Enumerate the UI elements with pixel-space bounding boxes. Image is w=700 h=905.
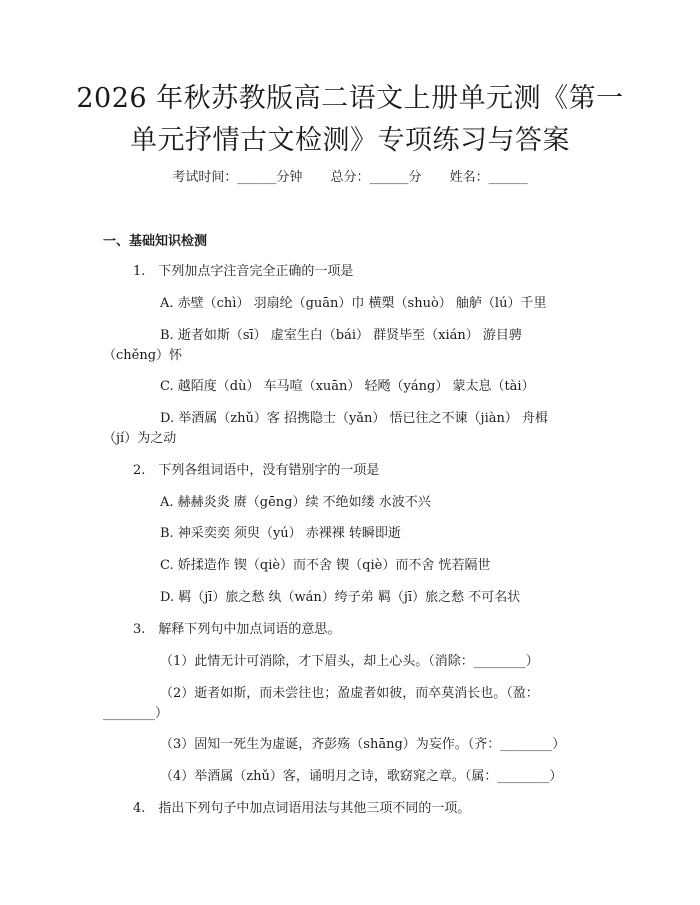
question-1-option-c: C. 越陌度（dù） 车马喧（xuān） 轻飏（yáng） 蒙太息（tài） — [160, 379, 535, 394]
title-line-2: 单元抒情古文检测》专项练习与答案 — [130, 125, 570, 156]
question-3-item-1: （1）此情无计可消除，才下眉头，却上心头。（消除：________） — [160, 654, 539, 669]
question-2-option-c: C. 娇揉造作 锲（qiè）而不舍 锲（qiè）而不舍 恍若隔世 — [160, 558, 491, 573]
section-heading: 一、基础知识检测 — [103, 234, 208, 249]
question-2-option-a: A. 赫赫炎炎 赓（gēng）续 不绝如缕 水波不兴 — [160, 495, 431, 510]
exam-time: 考试时间：______分钟 — [172, 170, 303, 185]
question-3-stem: 3. 解释下列句中加点词语的意思。 — [133, 622, 341, 637]
question-2-option-d: D. 羁（jī）旅之愁 纨（wán）绔子弟 羁（jī）旅之愁 不可名状 — [160, 590, 521, 605]
question-1-option-b-cont: （chěng）怀 — [103, 348, 183, 363]
exam-name: 姓名：______ — [449, 170, 528, 185]
question-2-option-b: B. 神采奕奕 须臾（yú） 赤裸裸 转瞬即逝 — [160, 526, 401, 541]
question-1-option-d-cont: （jí）为之动 — [103, 431, 177, 446]
question-1-option-b: B. 逝者如斯（sī） 虚室生白（bái） 群贤毕至（xián） 游目骋 — [160, 328, 522, 343]
question-1-stem: 1. 下列加点字注音完全正确的一项是 — [133, 264, 354, 279]
exam-score: 总分：______分 — [330, 170, 422, 185]
question-1-option-d: D. 举酒属（zhǔ）客 招携隐士（yǎn） 悟已往之不谏（jiàn） 舟楫 — [160, 411, 548, 426]
exam-info — [0, 168, 700, 188]
question-1-option-a: A. 赤壁（chì） 羽扇纶（guān）巾 横槊（shuò） 舳舻（lú）千里 — [160, 296, 547, 311]
question-3-item-2: （2）逝者如斯，而未尝往也；盈虚者如彼，而卒莫消长也。（盈： — [160, 686, 539, 701]
question-4-stem: 4. 指出下列句子中加点词语用法与其他三项不同的一项。 — [133, 801, 471, 816]
question-3-item-2-cont: ________） — [103, 706, 169, 721]
page-title — [0, 78, 700, 162]
question-2-stem: 2. 下列各组词语中，没有错别字的一项是 — [133, 463, 380, 478]
question-3-item-3: （3）固知一死生为虚诞，齐彭殇（shāng）为妄作。（齐：________） — [160, 737, 566, 752]
title-line-1: 2026 年秋苏教版高二语文上册单元测《第一 — [76, 83, 624, 114]
question-3-item-4: （4）举酒属（zhǔ）客，诵明月之诗，歌窈窕之章。（属：________） — [160, 769, 563, 784]
